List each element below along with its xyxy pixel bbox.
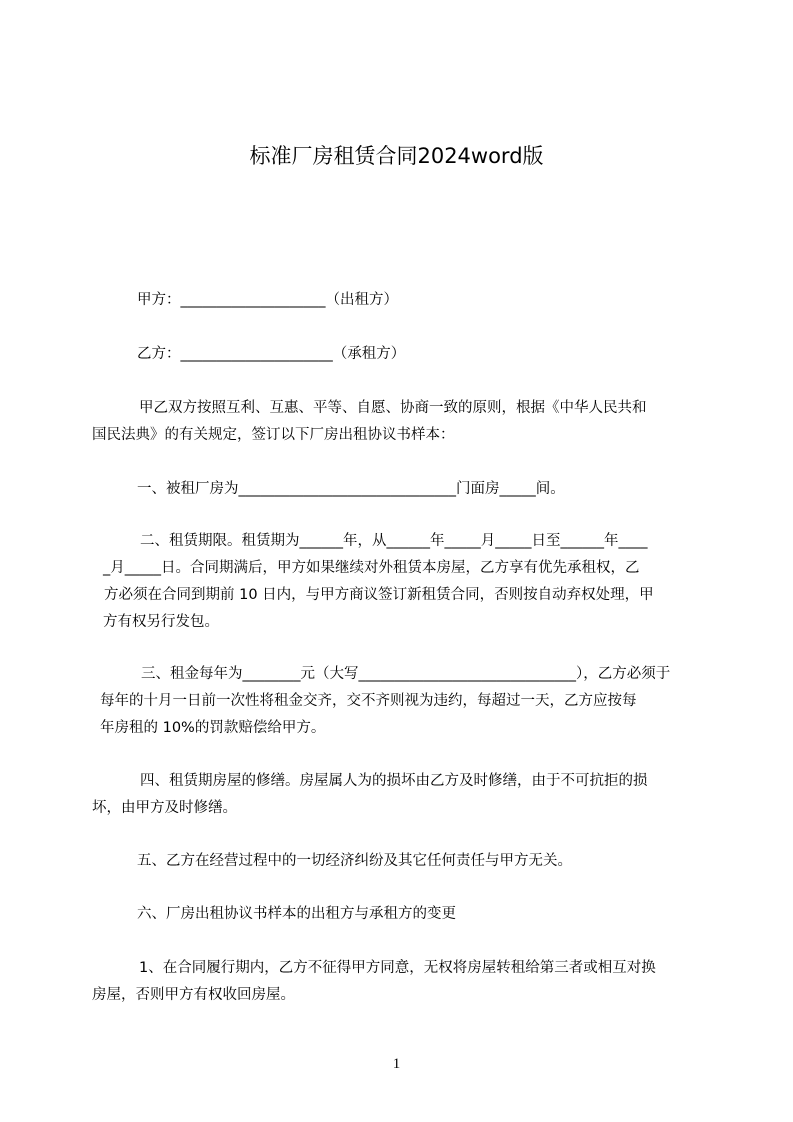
intro-line-1: 甲乙双方按照互利、互惠、平等、自愿、协商一致的原则，根据《中华人民共和 — [139, 400, 647, 416]
clause-2-line-1: 二、租赁期限。租赁期为______年，从______年_____月_____日至______年____ — [140, 533, 648, 549]
clause-4-line-1: 四、租赁期房屋的修缮。房屋属人为的损坏由乙方及时修缮，由于不可抗拒的损 — [140, 773, 648, 789]
clause-6-1-line-1: 1、在合同履行期内，乙方不征得甲方同意，无权将房屋转租给第三者或相互对换 — [139, 960, 656, 976]
intro-line-2: 国民法典》的有关规定，签订以下厂房出租协议书样本： — [92, 427, 455, 443]
clause-1-line: 一、被租厂房为______________________________门面房_____间。 — [137, 481, 565, 497]
clause-4-line-2: 坏，由甲方及时修缮。 — [92, 800, 237, 816]
clause-3-line-3: 年房租的 10%的罚款赔偿给甲方。 — [100, 720, 326, 736]
clause-2-line-2: _月_____日。合同期满后，甲方如果继续对外租赁本房屋，乙方享有优先承租权，乙 — [103, 560, 640, 576]
clause-2-line-3: 方必须在合同到期前 10 日内，与甲方商议签订新租赁合同，否则按自动弃权处理，甲 — [104, 587, 654, 603]
clause-6-1-line-2: 房屋，否则甲方有权收回房屋。 — [92, 987, 295, 1003]
clause-2-line-4: 方有权另行发包。 — [103, 614, 219, 630]
clause-5-line: 五、乙方在经营过程中的一切经济纠纷及其它任何责任与甲方无关。 — [137, 853, 572, 869]
party-b-line: 乙方：_____________________（承租方） — [137, 346, 406, 362]
clause-6-heading: 六、厂房出租协议书样本的出租方与承租方的变更 — [137, 906, 456, 922]
page-number: 1 — [392, 1056, 401, 1072]
clause-3-line-1: 三、租金每年为________元（大写______________________________），乙方必须于 — [141, 666, 671, 682]
clause-3-line-2: 每年的十月一日前一次性将租金交齐，交不齐则视为违约，每超过一天，乙方应按每 — [100, 693, 637, 709]
document-title: 标准厂房租赁合同2024word版 — [249, 144, 544, 168]
party-a-line: 甲方：____________________（出租方） — [137, 292, 398, 308]
